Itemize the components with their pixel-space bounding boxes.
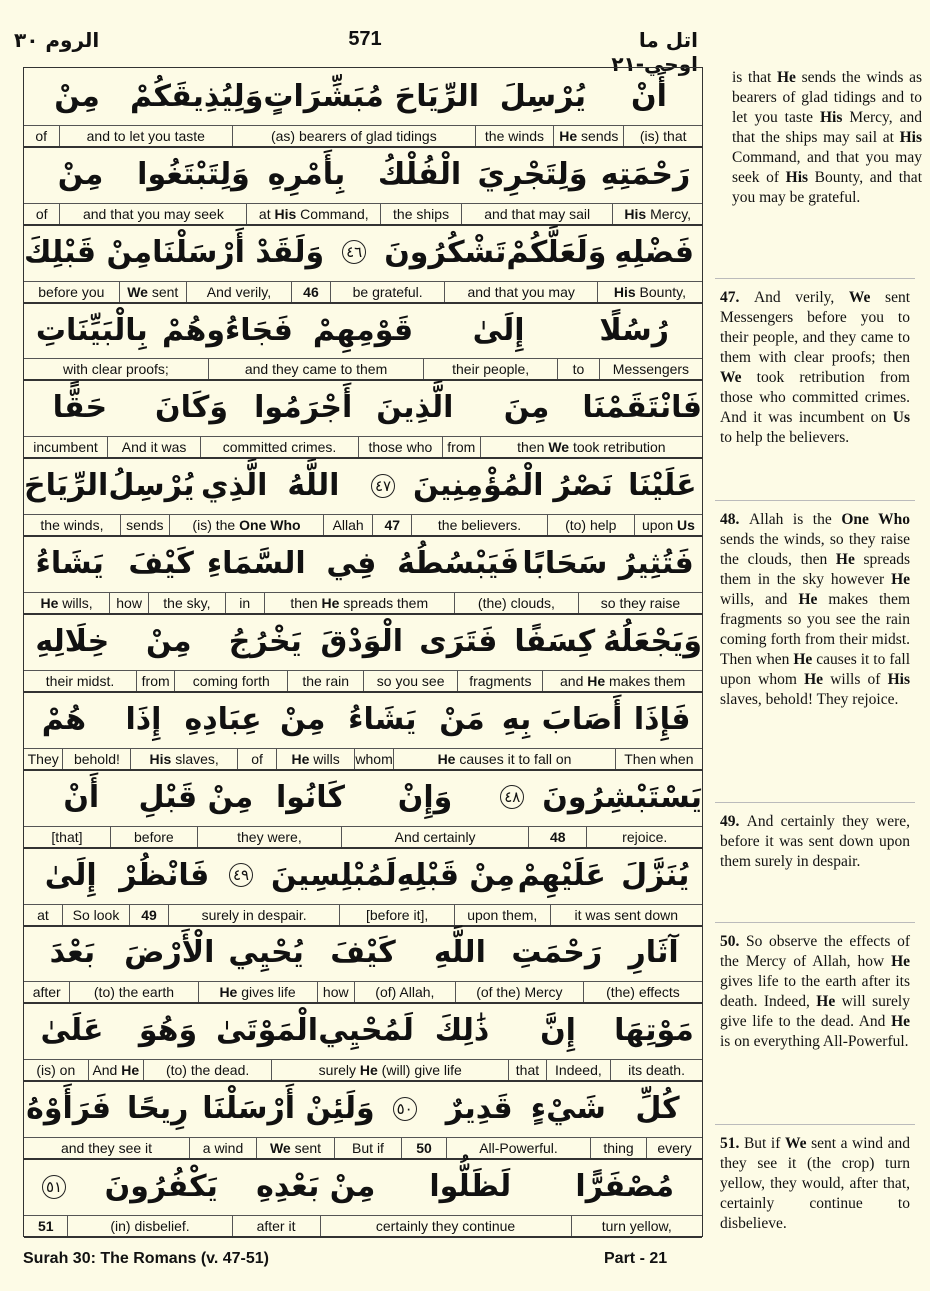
english-word: He causes it to fall on [393, 749, 614, 769]
english-word: and they see it [60, 1140, 153, 1157]
english-word: So look [62, 905, 129, 925]
english-word: the winds, [40, 517, 104, 534]
arabic-word: حَقًّا [52, 390, 108, 426]
arabic-word: الْفُلْكُ [377, 156, 462, 192]
arabic-word: مَنْ [439, 701, 485, 737]
surah-arabic-header: الروم ٣٠ [14, 28, 100, 52]
verse-marker-icon [353, 457, 413, 514]
english-word: and they came to them [208, 359, 423, 379]
arabic-word: فِي [326, 546, 377, 582]
english-word: (to) help [547, 515, 634, 535]
arabic-word: وَكَانَ [155, 390, 228, 426]
verse-marker-icon [24, 1158, 84, 1215]
english-gloss-line [24, 514, 702, 537]
arabic-word: عَلَيْهِمْ [517, 857, 606, 893]
english-word: rejoice. [586, 827, 702, 847]
english-word: after [32, 984, 61, 1001]
english-word: they were, [197, 827, 341, 847]
arabic-word: بَعْدَ [49, 935, 96, 971]
english-word: 49 [129, 905, 168, 925]
english-word: All-Powerful. [446, 1138, 590, 1158]
english-word: a wind [189, 1138, 256, 1158]
arabic-word: خِلَالِهِ [35, 623, 110, 659]
english-word: (of the) Mercy [455, 982, 583, 1002]
arabic-line [24, 691, 702, 748]
english-word: be grateful. [330, 282, 445, 302]
arabic-word: مُبَشِّرَاتٍ [263, 78, 384, 114]
arabic-word: الرِّيَاحَ [23, 468, 109, 504]
arabic-word: يَشَاءُ [35, 546, 104, 582]
english-word: before you [38, 283, 105, 300]
footer-surah-title: Surah 30: The Romans (v. 47-51) [23, 1250, 269, 1267]
verse-text: And verily, We sent Messengers before you to their people, and they came to them with clear proofs; then We took retribution from those who committed crimes. And it was incumbent on Us to help the believers. [720, 289, 911, 446]
english-word: 51 [37, 1217, 54, 1234]
verse-marker-icon [375, 1080, 435, 1137]
verse-separator [715, 922, 915, 923]
verse-text: Allah is the One Who sends the winds, so they raise the clouds, then He spreads them in the sky however He wills, and He makes them fragments so you see the rain coming forth from their midst. Then when He causes it to fall upon whom He wills of His slaves, behold! They rejoice. [720, 511, 911, 708]
english-gloss-line [24, 203, 702, 226]
arabic-word: رَحْمَتِ [511, 935, 603, 971]
english-word: 48 [528, 827, 586, 847]
english-word: His slaves, [130, 749, 236, 769]
arabic-word: وَلَعَلَّكُمْ [506, 234, 607, 270]
arabic-word: مِنْ [145, 623, 192, 659]
arabic-word: أَنْ [631, 78, 667, 114]
english-word: turn yellow, [571, 1216, 702, 1236]
english-gloss-line [24, 1137, 702, 1160]
grid-row [24, 146, 702, 224]
english-gloss-line [24, 904, 702, 927]
english-word: at His Command, [246, 204, 380, 224]
english-word: how [317, 982, 354, 1002]
arabic-line [24, 68, 702, 125]
english-word: He wills [276, 749, 354, 769]
english-word: He gives life [198, 982, 317, 1002]
arabic-word: عَلَىٰ [40, 1013, 104, 1049]
english-word: They [27, 750, 59, 767]
english-word: of [35, 127, 48, 144]
english-word: (is) the One Who [169, 515, 323, 535]
arabic-word: وَإِنْ [397, 779, 453, 815]
arabic-word: فَإِذَا [633, 701, 691, 737]
english-word: [before it], [339, 905, 454, 925]
arabic-word: رَحْمَتِهِ [600, 156, 691, 192]
english-word: Then when [615, 749, 702, 769]
verse-number: 47. [720, 289, 754, 306]
verse-translation [720, 932, 910, 1052]
arabic-word: يُحْيِي [228, 935, 304, 971]
arabic-word: نَصْرُ [553, 468, 613, 504]
english-word: (to) the earth [69, 982, 197, 1002]
english-gloss-line [24, 1059, 702, 1082]
verse-text: And certainly they were, before it was sent down upon them surely in despair. [720, 813, 911, 870]
english-word: so they raise [578, 593, 702, 613]
verse-separator [715, 278, 915, 279]
verse-number: 48. [720, 511, 749, 528]
verse-number: 50. [720, 933, 747, 950]
grid-row [24, 1158, 702, 1236]
english-word: of [237, 749, 276, 769]
arabic-word: مِنْ قَبْلِهِ [396, 857, 515, 893]
arabic-word: فَجَاءُوهُمْ [162, 312, 293, 348]
english-word: the ships [380, 204, 461, 224]
arabic-word: أَنْ [63, 779, 100, 815]
arabic-word: اللَّهُ [287, 468, 340, 504]
english-word: those who [358, 437, 442, 457]
arabic-word: آثَارِ [628, 935, 679, 971]
english-word: certainly they continue [320, 1216, 571, 1236]
english-gloss-line [24, 281, 702, 304]
english-word: and to let you taste [59, 126, 233, 146]
arabic-word: لَمُبْلِسِينَ [271, 857, 397, 893]
english-word: fragments [457, 671, 542, 691]
grid-row [24, 769, 702, 847]
english-gloss-line [24, 1215, 702, 1238]
grid-row [24, 379, 702, 457]
english-word: after it [232, 1216, 320, 1236]
arabic-word: كَيْفَ [330, 935, 396, 971]
english-word: so you see [363, 671, 457, 691]
part-arabic-header: اتل ما اوحي-٢١ [611, 28, 698, 76]
arabic-word: سَحَابًا [522, 546, 608, 582]
arabic-word: الْمُؤْمِنِينَ [413, 468, 544, 504]
english-word: surely in despair. [168, 905, 339, 925]
english-word: with clear proofs; [63, 361, 169, 378]
arabic-line [24, 1158, 702, 1215]
grid-row [24, 1080, 702, 1158]
arabic-line [24, 847, 702, 904]
english-word: the rain [287, 671, 363, 691]
arabic-word: قَدِيرٌ [445, 1091, 513, 1127]
english-word: at [37, 906, 49, 923]
english-word: Messengers [599, 359, 702, 379]
arabic-word: هُمْ [41, 701, 87, 737]
english-word: the sky, [148, 593, 225, 613]
english-word: that [508, 1060, 545, 1080]
verse-marker-number: ٤٦ [342, 240, 366, 264]
arabic-word: أَصَابَ بِهِ [501, 701, 623, 737]
english-word: thing [590, 1138, 646, 1158]
english-word: [that] [51, 828, 83, 845]
arabic-word: بِأَمْرِهِ [267, 156, 346, 192]
arabic-word: مُصْفَرًّا [575, 1169, 675, 1205]
english-word: 46 [291, 282, 330, 302]
verse-translation [720, 812, 910, 872]
english-word: (the) effects [583, 982, 702, 1002]
english-word: He wills, [40, 595, 93, 612]
arabic-word: وَلَئِنْ أَرْسَلْنَا [202, 1091, 375, 1127]
arabic-word: يَسْتَبْشِرُونَ [542, 779, 702, 815]
english-word: every [646, 1138, 702, 1158]
arabic-line [24, 457, 702, 514]
arabic-word: لَمُحْيِي [318, 1013, 414, 1049]
arabic-word: لَظَلُّوا [429, 1169, 512, 1205]
verse-marker-icon [211, 847, 271, 904]
arabic-word: يَكْفُرُونَ [104, 1169, 218, 1205]
arabic-word: تَشْكُرُونَ [384, 234, 507, 270]
arabic-word: فَيَبْسُطُهُ [397, 546, 520, 582]
arabic-word: وَلِتَجْرِيَ [477, 156, 588, 192]
english-word: upon them, [454, 905, 550, 925]
english-gloss-line [24, 592, 702, 615]
arabic-line [24, 1080, 702, 1137]
arabic-word: كَيْفَ [128, 546, 194, 582]
verse-separator [715, 1124, 915, 1125]
arabic-word: مَوْتِهَا [614, 1013, 694, 1049]
english-word: whom [355, 750, 393, 767]
english-word: behold! [62, 749, 130, 769]
english-word: it was sent down [550, 905, 702, 925]
english-gloss-line [24, 125, 702, 148]
english-word: Allah [323, 515, 372, 535]
english-word: (is) on [36, 1062, 76, 1079]
english-word: and that you may seek [59, 204, 246, 224]
arabic-word: وَلِيُذِيقَكُمْ [130, 78, 264, 114]
english-word: coming forth [174, 671, 287, 691]
english-word: We sent [256, 1138, 334, 1158]
verse-separator [715, 802, 915, 803]
english-word: And He [88, 1060, 143, 1080]
english-word: He sends [553, 126, 623, 146]
arabic-word: رُسُلًا [599, 312, 669, 348]
english-word: (is) that [623, 126, 702, 146]
verse-text: is that He sends the winds as bearers of glad tidings and to let you taste His Mercy, and that the ships may sail at His Command, and that you may seek of His Bounty, and that you may be grateful. [732, 69, 923, 206]
grid-row [24, 691, 702, 769]
arabic-word: عَلَيْنَا [628, 468, 697, 504]
arabic-word: اللَّهِ [433, 935, 486, 971]
english-word: before [110, 827, 197, 847]
arabic-word: يُنَزَّلَ [621, 857, 690, 893]
arabic-word: يُرْسِلَ [499, 78, 587, 114]
arabic-word: كَانُوا [275, 779, 346, 815]
english-gloss-line [24, 358, 702, 381]
english-word: upon Us [634, 515, 702, 535]
arabic-word: وَلِتَبْتَغُوا [137, 156, 250, 192]
arabic-word: يَخْرُجُ [228, 623, 302, 659]
arabic-word: إِنَّ [540, 1013, 576, 1049]
arabic-word: مِنْ [54, 78, 100, 114]
verse-number: 51. [720, 1135, 744, 1152]
verse-number: 49. [720, 813, 747, 830]
english-word: His Bounty, [597, 282, 702, 302]
english-word: incumbent [33, 439, 98, 456]
verse-translation [720, 68, 922, 208]
verse-text: So observe the effects of the Mercy of Allah, how He gives life to the earth after its death. Indeed, He will surely give life to the dead. And He is on everything All-Powerful. [720, 933, 910, 1050]
footer-part: Part - 21 [604, 1250, 668, 1267]
grid-row [24, 925, 702, 1003]
arabic-line [24, 925, 702, 982]
english-word: the winds [475, 126, 554, 146]
verse-marker-number: ٥١ [42, 1175, 66, 1199]
english-gloss-line [24, 436, 702, 459]
english-word: 47 [372, 515, 411, 535]
arabic-word: مِنْ بَعْدِهِ [256, 1169, 376, 1205]
arabic-word: فَانْتَقَمْنَا [582, 390, 702, 426]
english-word: (the) clouds, [454, 593, 578, 613]
english-gloss-line [24, 981, 702, 1004]
verse-translation [720, 1134, 910, 1234]
arabic-line [24, 613, 702, 670]
verse-marker-number: ٤٨ [500, 785, 524, 809]
verse-marker-icon [482, 769, 542, 826]
arabic-word: شَيْءٍ [530, 1091, 606, 1127]
arabic-word: يُرْسِلُ [108, 468, 195, 504]
arabic-word: مِنْ قَبْلِ [138, 779, 254, 815]
arabic-word: الَّذِي [201, 468, 268, 504]
english-word: their midst. [45, 672, 115, 689]
english-word: then We took retribution [480, 437, 702, 457]
arabic-word: فَانْظُرْ [119, 857, 210, 893]
arabic-word: عِبَادِهِ [184, 701, 262, 737]
grid-row [24, 68, 702, 146]
english-word: (of) Allah, [354, 982, 455, 1002]
arabic-word: يَشَاءُ [348, 701, 417, 737]
english-word: how [109, 593, 148, 613]
arabic-word: مِنْ [57, 156, 104, 192]
english-word: from [442, 437, 480, 457]
arabic-word: السَّمَاءِ [206, 546, 306, 582]
english-word: (as) bearers of glad tidings [232, 126, 475, 146]
english-word: But if [334, 1138, 401, 1158]
english-word: We sent [119, 282, 186, 302]
english-gloss-line [24, 748, 702, 771]
arabic-line [24, 769, 702, 826]
english-word: committed crimes. [200, 437, 358, 457]
arabic-line [24, 535, 702, 592]
verse-marker-number: ٤٩ [229, 863, 253, 887]
english-word: 50 [401, 1138, 446, 1158]
arabic-word: فَتُثِيرُ [618, 546, 694, 582]
word-by-word-grid [23, 67, 703, 1237]
arabic-word: الْوَدْقَ [320, 623, 404, 659]
grid-row [24, 1002, 702, 1080]
arabic-word: ذَٰلِكَ [434, 1013, 490, 1049]
arabic-word: مِنْ قَبْلِكَ [24, 234, 153, 270]
arabic-word: وَلَقَدْ أَرْسَلْنَا [152, 234, 325, 270]
english-word: and that may sail [461, 204, 613, 224]
arabic-word: الرِّيَاحَ [394, 78, 480, 114]
english-word: then He spreads them [264, 593, 454, 613]
arabic-word: مِنْ [279, 701, 326, 737]
english-word: and that you may [444, 282, 596, 302]
verse-marker-number: ٥٠ [393, 1097, 417, 1121]
page-number: 571 [348, 28, 382, 50]
english-word: sends [120, 515, 169, 535]
arabic-word: فَرَأَوْهُ [26, 1091, 112, 1127]
arabic-word: بِالْبَيِّنَاتِ [35, 312, 148, 348]
english-word: and He makes them [542, 671, 702, 691]
grid-row [24, 613, 702, 691]
english-word: And verily, [186, 282, 291, 302]
english-word: from [136, 671, 174, 691]
arabic-word: كِسَفًا [514, 623, 596, 659]
arabic-word: إِلَىٰ [44, 857, 97, 893]
arabic-word: إِذَا [125, 701, 162, 737]
verse-translation [720, 510, 910, 710]
arabic-word: فَتَرَى [419, 623, 498, 659]
grid-row [24, 535, 702, 613]
english-word: And it was [107, 437, 200, 457]
arabic-word: فَضْلِهِ [614, 234, 695, 270]
arabic-word: وَيَجْعَلُهُ [603, 623, 702, 659]
arabic-word: مِنَ [503, 390, 550, 426]
verse-marker-icon [324, 224, 384, 281]
arabic-line [24, 1002, 702, 1059]
arabic-word: قَوْمِهِمْ [312, 312, 414, 348]
arabic-line [24, 302, 702, 359]
english-word: (to) the dead. [143, 1060, 271, 1080]
arabic-line [24, 146, 702, 203]
english-word: the believers. [411, 515, 546, 535]
arabic-word: وَهُوَ [138, 1013, 198, 1049]
english-word: of [35, 205, 48, 222]
english-word: Indeed, [546, 1060, 611, 1080]
grid-row [24, 224, 702, 302]
english-word: surely He (will) give life [271, 1060, 508, 1080]
arabic-line [24, 224, 702, 281]
arabic-line [24, 379, 702, 436]
english-word: His Mercy, [612, 204, 702, 224]
verse-text: But if We sent a wind and they see it (the crop) turn yellow, they would, after that, certainly continue to disbelieve. [720, 1135, 911, 1232]
english-word: its death. [610, 1060, 702, 1080]
verse-marker-number: ٤٧ [371, 474, 395, 498]
verse-translation [720, 288, 910, 448]
arabic-word: إِلَىٰ [472, 312, 525, 348]
arabic-word: الْمَوْتَىٰ [215, 1013, 319, 1049]
grid-row [24, 457, 702, 535]
arabic-word: كُلِّ [635, 1091, 680, 1127]
english-word: (in) disbelief. [67, 1216, 231, 1236]
arabic-word: أَجْرَمُوا [254, 390, 353, 426]
english-word: And certainly [341, 827, 528, 847]
english-gloss-line [24, 826, 702, 849]
arabic-word: الْأَرْضَ [124, 935, 215, 971]
english-word: in [225, 593, 264, 613]
grid-row [24, 302, 702, 380]
grid-row [24, 847, 702, 925]
verse-separator [715, 500, 915, 501]
english-gloss-line [24, 670, 702, 693]
english-word: their people, [423, 359, 557, 379]
arabic-word: رِيحًا [126, 1091, 189, 1127]
arabic-word: الَّذِينَ [376, 390, 454, 426]
english-word: to [557, 359, 599, 379]
